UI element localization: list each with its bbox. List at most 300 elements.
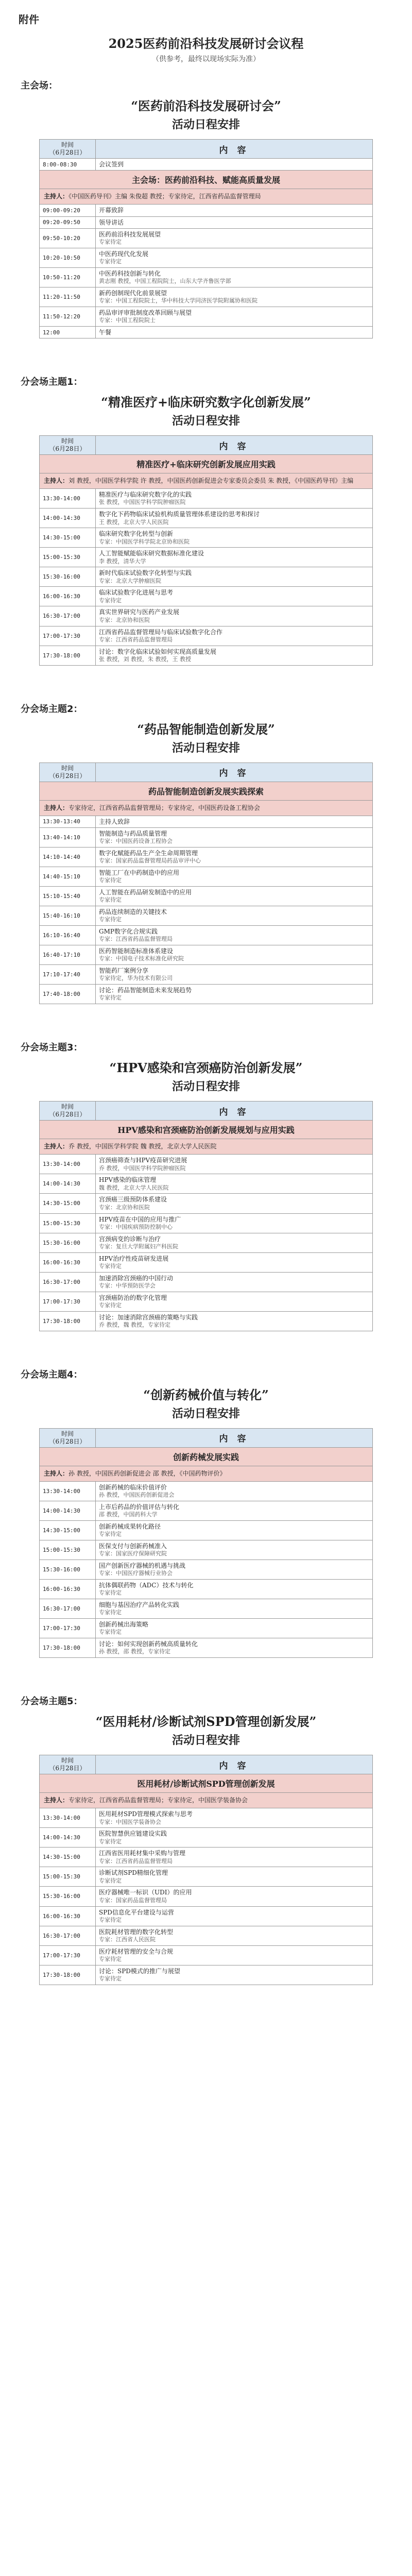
time-label: 时间 xyxy=(61,437,74,445)
content-cell xyxy=(96,1213,373,1233)
table-row xyxy=(40,326,373,338)
section-venue: 主会场： xyxy=(21,80,58,91)
time-cell: 15:00-15:30 xyxy=(40,1213,96,1233)
time-cell: 14:30-15:00 xyxy=(40,528,96,548)
speaker: 专家待定 xyxy=(99,1955,122,1962)
table-row xyxy=(40,489,373,509)
session-theme: 医用耗材/诊断试剂SPD管理创新发展 xyxy=(40,1774,373,1793)
time-cell: 14:40-15:10 xyxy=(40,867,96,887)
time-cell: 16:30-17:00 xyxy=(40,1599,96,1619)
date-label: （6月28日） xyxy=(49,772,86,779)
host-names: 孙 教授，中国医药创新促进会 邵 教授，《中国药物评价》 xyxy=(68,1469,226,1477)
table-row xyxy=(40,816,373,827)
talk-title: 上市后药品的价值评估与转化 xyxy=(99,1503,180,1511)
time-cell: 15:10-15:40 xyxy=(40,887,96,906)
speaker: 黄志刚 教授，中国工程院院士，山东大学齐鲁医学部 xyxy=(99,278,231,284)
table-row xyxy=(40,509,373,528)
content-column-header: 内 容 xyxy=(96,1755,373,1774)
speaker: 专家待定 xyxy=(99,1975,122,1982)
section-gap xyxy=(21,1331,391,1367)
content-cell xyxy=(96,1292,373,1311)
talk-title: 午餐 xyxy=(99,328,112,336)
theme-row xyxy=(40,1447,373,1466)
time-cell: 13:30-14:00 xyxy=(40,1808,96,1828)
speaker: 张 教授，刘 教授，朱 教授，王 教授 xyxy=(99,655,191,663)
agenda-heading: 活动日程安排 xyxy=(171,741,240,755)
content-cell xyxy=(96,1848,373,1867)
table-row xyxy=(40,267,373,287)
talk-title: 领导讲话 xyxy=(99,218,124,226)
table-row xyxy=(40,1252,373,1272)
table-row xyxy=(40,1906,373,1926)
content-column-header: 内 容 xyxy=(96,436,373,455)
table-row xyxy=(40,945,373,965)
content-cell xyxy=(96,816,373,827)
talk-title: 临床试验数字化进展与思考 xyxy=(99,589,174,597)
host-names: 《中国医药导刊》主编 朱俊超 教授；专家待定，江西省药品监督管理局 xyxy=(68,193,261,200)
talk-title: GMP数字化合规实践 xyxy=(99,928,158,936)
speaker: 专家待定 xyxy=(99,1589,122,1597)
table-row xyxy=(40,965,373,985)
speaker: 李 教授，清华大学 xyxy=(99,557,146,565)
time-cell: 8:00-08:30 xyxy=(40,159,96,171)
time-cell: 13:30-13:40 xyxy=(40,816,96,827)
table-row xyxy=(40,567,373,587)
talk-title: 智能药厂案例分享 xyxy=(99,967,149,975)
table-header-row xyxy=(40,1428,373,1447)
table-row xyxy=(40,587,373,606)
agenda-heading: 活动日程安排 xyxy=(171,1734,240,1748)
speaker: 专家待定，华为技术有限公司 xyxy=(99,975,173,982)
table-row xyxy=(40,1520,373,1540)
session-host xyxy=(40,800,373,816)
content-cell xyxy=(96,827,373,847)
host-row xyxy=(40,1466,373,1481)
agenda-table xyxy=(39,139,373,338)
content-cell xyxy=(96,1808,373,1828)
talk-title: 新药创制现代化前景展望 xyxy=(99,289,167,297)
speaker: 专家待定 xyxy=(99,1531,122,1538)
content-cell xyxy=(96,1965,373,1985)
content-cell xyxy=(96,528,373,548)
content-cell xyxy=(96,1828,373,1848)
speaker: 专家待定 xyxy=(99,1609,122,1616)
content-cell xyxy=(96,1906,373,1926)
time-cell: 14:00-14:30 xyxy=(40,1828,96,1848)
talk-title: HPV感染的临床管理 xyxy=(99,1176,157,1184)
speaker: 专家：中国医学装备协会 xyxy=(99,1818,161,1825)
time-column-header xyxy=(40,436,96,455)
content-cell xyxy=(96,945,373,965)
session-host xyxy=(40,473,373,489)
session-theme: 药品智能制造创新发展实践探索 xyxy=(40,782,373,800)
time-cell: 17:30-18:00 xyxy=(40,1638,96,1658)
talk-title: 江西省医用耗材集中采购与管理 xyxy=(99,1850,186,1857)
table-row xyxy=(40,216,373,228)
table-row xyxy=(40,248,373,267)
host-label: 主持人： xyxy=(44,1143,69,1150)
table-row xyxy=(40,1867,373,1887)
content-cell xyxy=(96,646,373,665)
speaker: 专家待定 xyxy=(99,1262,122,1269)
speaker: 专家：江西省药品监督管理局 xyxy=(99,936,173,943)
attachment-label: 附件 xyxy=(19,13,39,26)
time-column-header xyxy=(40,1755,96,1774)
date-label: （6月28日） xyxy=(49,1437,86,1445)
table-row xyxy=(40,827,373,847)
talk-title: 宫颈病变的诊断与治疗 xyxy=(99,1235,161,1243)
section-s2 xyxy=(21,702,391,1005)
content-cell xyxy=(96,1599,373,1619)
date-label: （6月28日） xyxy=(49,149,86,156)
host-label: 主持人： xyxy=(44,1469,69,1477)
table-row xyxy=(40,985,373,1004)
table-row xyxy=(40,1560,373,1580)
speaker: 专家待定 xyxy=(99,1877,122,1884)
agenda-table xyxy=(39,435,373,665)
content-cell xyxy=(96,205,373,216)
section-s4 xyxy=(21,1367,391,1658)
agenda-table xyxy=(39,762,373,1005)
table-row xyxy=(40,1828,373,1848)
content-cell xyxy=(96,1194,373,1213)
time-label: 时间 xyxy=(61,1103,74,1111)
time-cell: 16:00-16:30 xyxy=(40,1906,96,1926)
talk-title: 创新药械出海策略 xyxy=(99,1621,149,1629)
document-subtitle: （供参考，最终以现场实际为准） xyxy=(152,55,260,63)
host-row xyxy=(40,800,373,816)
talk-title: 智能工厂在中药制造中的应用 xyxy=(99,869,180,876)
time-cell: 16:30-17:00 xyxy=(40,1926,96,1945)
table-header-row xyxy=(40,762,373,782)
forum-title: “创新药械价值与转化” xyxy=(143,1387,269,1402)
time-cell: 10:50-11:20 xyxy=(40,267,96,287)
forum-title: “医药前沿科技发展研讨会” xyxy=(131,98,281,113)
table-row xyxy=(40,1926,373,1945)
talk-title: 医药前沿科技发展展望 xyxy=(99,230,161,238)
talk-title: 讨论：如何实现创新药械高质量转化 xyxy=(99,1640,198,1648)
section-gap xyxy=(21,1658,391,1694)
talk-title: 临床研究数字化转型与创新 xyxy=(99,530,174,538)
table-row xyxy=(40,1580,373,1599)
content-cell xyxy=(96,159,373,171)
talk-title: HPV治疗性疫苗研发进展 xyxy=(99,1255,169,1262)
speaker: 专家：中国工程院院士，华中科技大学同济医学院附属协和医院 xyxy=(99,297,258,304)
time-cell: 17:00-17:30 xyxy=(40,1292,96,1311)
speaker: 专家待定 xyxy=(99,238,122,245)
speaker: 乔 教授，魏 教授，专家待定 xyxy=(99,1321,170,1328)
speaker: 专家：江西省药品监督管理局 xyxy=(99,1857,173,1865)
time-cell: 09:20-09:50 xyxy=(40,216,96,228)
table-row xyxy=(40,287,373,307)
content-cell xyxy=(96,1174,373,1194)
speaker: 邵 教授，中国药科大学 xyxy=(99,1511,158,1518)
host-row xyxy=(40,1793,373,1808)
talk-title: 医院耗材管理的数字化转型 xyxy=(99,1928,174,1936)
speaker: 专家：中华预防医学会 xyxy=(99,1282,156,1289)
table-row xyxy=(40,1599,373,1619)
time-cell: 15:40-16:10 xyxy=(40,906,96,926)
content-cell xyxy=(96,1501,373,1520)
talk-title: 人工智能赋能临床研究数据标准化建设 xyxy=(99,550,204,557)
content-cell xyxy=(96,1540,373,1560)
time-cell: 12:00 xyxy=(40,326,96,338)
content-column-header: 内 容 xyxy=(96,1101,373,1121)
agenda-heading: 活动日程安排 xyxy=(171,1080,240,1094)
talk-title: 新时代临床试验数字化转型与实践 xyxy=(99,569,192,577)
table-row xyxy=(40,528,373,548)
content-cell xyxy=(96,965,373,985)
table-header-row xyxy=(40,140,373,159)
talk-title: 宫颈癌筛查与HPV疫苗研究进展 xyxy=(99,1157,187,1164)
speaker: 专家待定 xyxy=(99,1629,122,1636)
content-cell xyxy=(96,887,373,906)
talk-title: 智能制造与药品质量管理 xyxy=(99,829,167,837)
time-cell: 17:00-17:30 xyxy=(40,626,96,646)
content-cell xyxy=(96,1481,373,1501)
content-cell xyxy=(96,626,373,646)
time-cell: 16:10-16:40 xyxy=(40,926,96,945)
speaker: 王 教授，北京大学人民医院 xyxy=(99,518,169,526)
content-cell xyxy=(96,1272,373,1292)
time-column-header xyxy=(40,762,96,782)
table-row xyxy=(40,1945,373,1965)
table-row xyxy=(40,159,373,171)
time-label: 时间 xyxy=(61,141,74,148)
speaker: 专家：北京协和医院 xyxy=(99,1204,150,1211)
section-venue: 分会场主题5： xyxy=(21,1696,83,1707)
time-cell: 14:00-14:30 xyxy=(40,509,96,528)
time-cell: 14:00-14:30 xyxy=(40,1501,96,1520)
table-row xyxy=(40,1174,373,1194)
time-cell: 17:40-18:00 xyxy=(40,985,96,1004)
section-s3 xyxy=(21,1040,391,1331)
forum-title: “医用耗材/诊断试剂SPD管理创新发展” xyxy=(95,1714,317,1730)
time-cell: 17:30-18:00 xyxy=(40,646,96,665)
theme-row xyxy=(40,782,373,800)
talk-title: 创新药械的临床价值评价 xyxy=(99,1483,167,1491)
speaker: 专家：北京协和医院 xyxy=(99,616,150,623)
table-row xyxy=(40,1848,373,1867)
date-label: （6月28日） xyxy=(49,1765,86,1772)
table-row xyxy=(40,626,373,646)
content-column-header: 内 容 xyxy=(96,1428,373,1447)
section-venue: 分会场主题2： xyxy=(21,703,83,715)
content-cell xyxy=(96,1619,373,1638)
time-cell: 16:00-16:30 xyxy=(40,1580,96,1599)
talk-title: 数字化赋能药品生产全生命周期管理 xyxy=(99,849,198,857)
table-row xyxy=(40,867,373,887)
speaker: 专家：江西省药品监督管理局 xyxy=(99,636,173,643)
talk-title: 会议签到 xyxy=(99,161,124,168)
session-theme: 主会场：医药前沿科技、赋能高质量发展 xyxy=(40,171,373,189)
talk-title: 药品连续制造的关键技术 xyxy=(99,908,167,916)
talk-title: 医院智慧供应链建设实践 xyxy=(99,1830,167,1838)
content-cell xyxy=(96,326,373,338)
content-cell xyxy=(96,1233,373,1252)
time-cell: 15:30-16:00 xyxy=(40,1233,96,1252)
table-row xyxy=(40,548,373,567)
agenda-table xyxy=(39,1101,373,1331)
content-cell xyxy=(96,985,373,1004)
time-cell: 17:10-17:40 xyxy=(40,965,96,985)
table-row xyxy=(40,1213,373,1233)
time-label: 时间 xyxy=(61,1430,74,1437)
table-row xyxy=(40,1155,373,1174)
time-cell: 11:20-11:50 xyxy=(40,287,96,307)
talk-title: 创新药械成果转化路径 xyxy=(99,1522,161,1530)
time-column-header xyxy=(40,1428,96,1447)
talk-title: 医用耗材SPD管理模式探索与思考 xyxy=(99,1810,193,1818)
time-cell: 14:00-14:30 xyxy=(40,1174,96,1194)
talk-title: 细胞与基因治疗产品转化实践 xyxy=(99,1601,180,1609)
table-row xyxy=(40,1638,373,1658)
talk-title: 人工智能在药品研发制造中的应用 xyxy=(99,889,192,896)
time-cell: 13:40-14:10 xyxy=(40,827,96,847)
agenda-heading: 活动日程安排 xyxy=(171,414,240,428)
time-cell: 10:20-10:50 xyxy=(40,248,96,267)
content-cell xyxy=(96,248,373,267)
table-row xyxy=(40,926,373,945)
talk-title: 主持人致辞 xyxy=(99,818,130,825)
speaker: 专家：国家药品监督管理局药品审评中心 xyxy=(99,857,201,865)
host-label: 主持人： xyxy=(44,193,69,200)
speaker: 专家：中国医药设备工程协会 xyxy=(99,838,173,845)
time-cell: 13:30-14:00 xyxy=(40,489,96,509)
time-cell: 17:30-18:00 xyxy=(40,1311,96,1331)
talk-title: 讨论：药品智能制造未来发展趋势 xyxy=(99,987,192,994)
content-column-header: 内 容 xyxy=(96,762,373,782)
session-host xyxy=(40,189,373,205)
speaker: 专家：复旦大学附属妇产科医院 xyxy=(99,1243,178,1250)
table-row xyxy=(40,1311,373,1331)
content-cell xyxy=(96,1560,373,1580)
speaker: 专家待定 xyxy=(99,1301,122,1309)
time-cell: 11:50-12:20 xyxy=(40,307,96,326)
table-row xyxy=(40,307,373,326)
speaker: 专家待定 xyxy=(99,597,122,604)
time-cell: 16:00-16:30 xyxy=(40,587,96,606)
time-label: 时间 xyxy=(61,764,74,772)
forum-title: “药品智能制造创新发展” xyxy=(137,721,275,737)
talk-title: 讨论：加速消除宫颈癌的策略与实践 xyxy=(99,1313,198,1321)
talk-title: 讨论：数字化临床试验如何实现高质量发展 xyxy=(99,648,217,655)
time-column-header xyxy=(40,140,96,159)
talk-title: 江西省药品监督管理局与临床试验数字化合作 xyxy=(99,628,223,636)
date-label: （6月28日） xyxy=(49,1111,86,1118)
time-cell: 17:00-17:30 xyxy=(40,1945,96,1965)
time-cell: 15:30-16:00 xyxy=(40,567,96,587)
theme-row xyxy=(40,455,373,473)
table-header-row xyxy=(40,1101,373,1121)
speaker: 专家：江西省人民医院 xyxy=(99,1936,156,1943)
talk-title: 数字化下药物临床试验机构质量管理体系建设的思考和探讨 xyxy=(99,511,260,518)
session-host xyxy=(40,1139,373,1155)
speaker: 专家待定 xyxy=(99,877,122,884)
talk-title: 抗体偶联药物（ADC）技术与转化 xyxy=(99,1582,194,1589)
host-row xyxy=(40,189,373,205)
section-gap xyxy=(21,338,391,375)
talk-title: 精准医疗与临床研究数字化的实践 xyxy=(99,491,192,499)
content-cell xyxy=(96,867,373,887)
section-s1 xyxy=(21,375,391,665)
talk-title: 宫颈癌防治的数字化管理 xyxy=(99,1294,167,1301)
talk-title: 开幕致辞 xyxy=(99,207,124,214)
content-cell xyxy=(96,509,373,528)
table-row xyxy=(40,228,373,248)
content-cell xyxy=(96,1638,373,1658)
table-row xyxy=(40,1619,373,1638)
table-header-row xyxy=(40,1755,373,1774)
time-cell: 09:00-09:20 xyxy=(40,205,96,216)
time-cell: 13:30-14:00 xyxy=(40,1155,96,1174)
speaker: 专家：中国医学科学院北京协和医院 xyxy=(99,538,190,545)
time-cell: 17:00-17:30 xyxy=(40,1619,96,1638)
forum-title: “HPV感染和宫颈癌防治创新发展” xyxy=(109,1060,303,1076)
forum-title: “精准医疗+临床研究数字化创新发展” xyxy=(101,395,311,410)
content-cell xyxy=(96,1926,373,1945)
table-header-row xyxy=(40,436,373,455)
table-row xyxy=(40,1808,373,1828)
talk-title: HPV疫苗在中国的应用与推广 xyxy=(99,1215,181,1223)
time-cell: 14:30-15:00 xyxy=(40,1194,96,1213)
talk-title: 诊断试剂SPD精细化管理 xyxy=(99,1869,168,1877)
content-cell xyxy=(96,906,373,926)
speaker: 孙 教授，邵 教授，专家待定 xyxy=(99,1648,170,1655)
speaker: 专家待定 xyxy=(99,994,122,1002)
agenda-table xyxy=(39,1428,373,1658)
talk-title: 宫颈癌三级预防体系建设 xyxy=(99,1196,167,1204)
table-row xyxy=(40,906,373,926)
section-gap xyxy=(21,666,391,702)
content-cell xyxy=(96,228,373,248)
talk-title: 药品审评审批制度改革回顾与展望 xyxy=(99,309,192,316)
talk-title: SPD信息化平台建设与运营 xyxy=(99,1908,174,1916)
date-label: （6月28日） xyxy=(49,445,86,453)
speaker: 张 教授，中国医学科学院肿瘤医院 xyxy=(99,499,186,506)
content-cell xyxy=(96,567,373,587)
content-cell xyxy=(96,926,373,945)
talk-title: 真实世界研究与医药产业发展 xyxy=(99,608,180,616)
speaker: 专家：中国疾病预防控制中心 xyxy=(99,1223,173,1230)
content-cell xyxy=(96,307,373,326)
speaker: 专家：中国电子技术标准化研究院 xyxy=(99,955,184,962)
time-cell: 09:50-10:20 xyxy=(40,228,96,248)
table-row xyxy=(40,646,373,665)
talk-title: 讨论：SPD模式的推广与展望 xyxy=(99,1967,180,1975)
table-row xyxy=(40,606,373,626)
time-label: 时间 xyxy=(61,1757,74,1765)
host-row xyxy=(40,473,373,489)
host-row xyxy=(40,1139,373,1155)
theme-row xyxy=(40,1121,373,1139)
theme-row xyxy=(40,171,373,189)
time-cell: 16:30-17:00 xyxy=(40,606,96,626)
table-row xyxy=(40,205,373,216)
section-venue: 分会场主题3： xyxy=(21,1042,83,1054)
content-cell xyxy=(96,1252,373,1272)
time-cell: 15:30-16:00 xyxy=(40,1560,96,1580)
speaker: 专家：中国医疗器械行业协会 xyxy=(99,1570,173,1577)
agenda-heading: 活动日程安排 xyxy=(171,118,240,131)
content-cell xyxy=(96,287,373,307)
agenda-table xyxy=(39,1755,373,1985)
host-label: 主持人： xyxy=(44,804,69,811)
time-cell: 15:00-15:30 xyxy=(40,548,96,567)
session-theme: 精准医疗+临床研究创新发展应用实践 xyxy=(40,455,373,473)
section-main xyxy=(21,78,391,338)
host-label: 主持人： xyxy=(44,1797,69,1804)
